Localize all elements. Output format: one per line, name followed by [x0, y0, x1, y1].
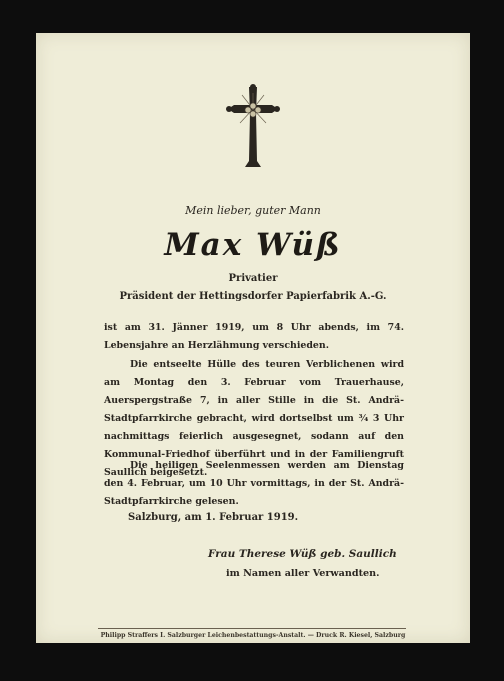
signature-name: Frau Therese Wüß geb. Saullich	[208, 548, 397, 560]
dateline: Salzburg, am 1. Februar 1919.	[128, 512, 299, 523]
printer-footer: Philipp Straffers I. Salzburger Leichenbestattungs-Anstalt. — Druck R. Kiesel, Salzburg	[100, 632, 406, 639]
deceased-name: Max Wüß	[164, 227, 342, 263]
funeral-details-paragraph: Die entseelte Hülle des teuren Verblichenen wird am Montag den 3. Februar vom Trauerhause, Auerspergstraße 7, in aller Stille in die St. Andrä-Stadtpfarrkirche gebracht, wird dortselbst um ¾ 3 Uhr nachmittags feierlich ausgesegnet, sodann auf den Kommunal-Friedhof überführt und in der Familiengruft Saullich beigesetzt.	[104, 359, 404, 478]
footer-divider	[98, 628, 406, 629]
death-notice-card	[36, 33, 470, 643]
deceased-position: Präsident der Hettingsdorfer Papierfabrik A.-G.	[119, 291, 387, 302]
cross-icon	[226, 83, 280, 171]
memorial-mass-paragraph: Die heiligen Seelenmessen werden am Dienstag den 4. Februar, um 10 Uhr vormittags, in der St. Andrä-Stadtpfarrkirche gelesen.	[104, 460, 404, 507]
death-announcement-paragraph: ist am 31. Jänner 1919, um 8 Uhr abends, im 74. Lebensjahre an Herzlähmung verschieden.	[104, 322, 404, 351]
signature-subline: im Namen aller Verwandten.	[226, 568, 380, 579]
intro-line: Mein lieber, guter Mann	[185, 204, 321, 217]
deceased-role: Privatier	[228, 273, 278, 284]
